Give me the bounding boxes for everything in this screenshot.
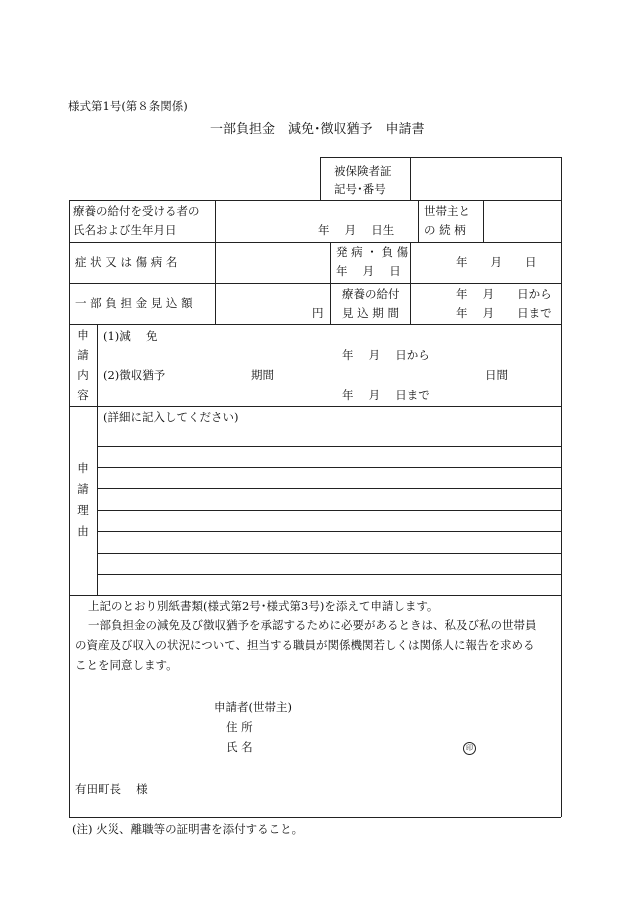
name-label: 氏 名	[226, 740, 253, 754]
declaration-line-2: 一部負担金の減免及び徴収猶予を承認するために必要があるときは、私及び私の世帯員	[88, 618, 537, 632]
request-from: 年 月 日から	[342, 348, 430, 362]
addressee: 有田町長 様	[75, 782, 148, 796]
days-word: 日間	[485, 368, 508, 382]
period-label-2: 見 込 期 間	[342, 306, 399, 320]
footnote: (注) 火災、離職等の証明書を添付すること。	[72, 822, 304, 836]
page-title: 一部負担金 減免･徴収猶予 申請書	[210, 122, 425, 137]
request-side-label: 内	[77, 368, 89, 382]
address-label: 住 所	[226, 720, 253, 734]
line-col-b	[418, 200, 419, 242]
option-exemption[interactable]: (1)減 免	[103, 329, 158, 343]
line-right	[561, 157, 562, 817]
option-deferral[interactable]: (2)徴収猶予	[103, 368, 166, 382]
reason-note: (詳細に記入してください)	[103, 410, 239, 424]
period-to: 年 月 日まで	[456, 306, 552, 320]
declaration-line-3: の資産及び収入の状況について、担当する職員が関係機関若しくは関係人に報告を求める	[75, 638, 535, 652]
period-from: 年 月 日から	[456, 287, 552, 301]
reason-side-label: 申	[77, 461, 89, 475]
reason-side-label: 由	[77, 524, 89, 538]
declaration-line-1: 上記のとおり別紙書類(様式第2号･様式第3号)を添えて申請します。	[88, 599, 439, 613]
line-row5-top	[69, 406, 561, 407]
yen-unit: 円	[312, 306, 324, 320]
reason-field[interactable]	[98, 430, 560, 594]
form-number: 様式第1号(第８条関係)	[68, 99, 188, 113]
line-row4-top	[69, 324, 561, 325]
period-label: 療養の給付	[342, 287, 400, 301]
reason-side-label: 理	[77, 503, 89, 517]
seal-icon: 印	[463, 742, 476, 755]
illness-field[interactable]	[216, 243, 329, 282]
relation-field[interactable]	[484, 201, 560, 241]
onset-label: 発 病 ・ 負 傷	[336, 245, 409, 259]
line-left	[69, 200, 70, 817]
applicant-label: 申請者(世帯主)	[214, 700, 292, 714]
request-to: 年 月 日まで	[342, 388, 430, 402]
insured-card-label-2: 記号･番号	[334, 182, 386, 196]
request-side-label: 請	[77, 348, 89, 362]
illness-label: 症 状 又 は 傷 病 名	[75, 255, 178, 269]
patient-dob: 年 月 日生	[318, 223, 395, 237]
declaration-line-4: ことを同意します。	[75, 658, 178, 672]
onset-label-2: 年 月 日	[336, 264, 401, 278]
estimate-label: 一 部 負 担 金 見 込 額	[75, 296, 193, 310]
line-bottom	[69, 817, 561, 818]
onset-date: 年 月 日	[456, 255, 537, 269]
patient-label: 療養の給付を受ける者の	[73, 204, 200, 218]
reason-side-label: 請	[77, 482, 89, 496]
period-word: 期間	[251, 368, 274, 382]
patient-label-2: 氏名および生年月日	[73, 223, 177, 237]
line-col-d	[330, 242, 331, 324]
request-side-label: 容	[77, 388, 89, 402]
relation-label-2: の 続 柄	[424, 223, 466, 237]
line-row6-top	[69, 595, 561, 596]
name-field[interactable]	[268, 738, 458, 756]
insured-number-field[interactable]	[411, 158, 560, 199]
insured-card-label: 被保険者証	[334, 164, 392, 178]
relation-label: 世帯主と	[424, 204, 470, 218]
line-col-e	[410, 242, 411, 324]
line-box-left	[320, 157, 321, 200]
address-field[interactable]	[268, 718, 498, 736]
request-side-label: 申	[77, 328, 89, 342]
